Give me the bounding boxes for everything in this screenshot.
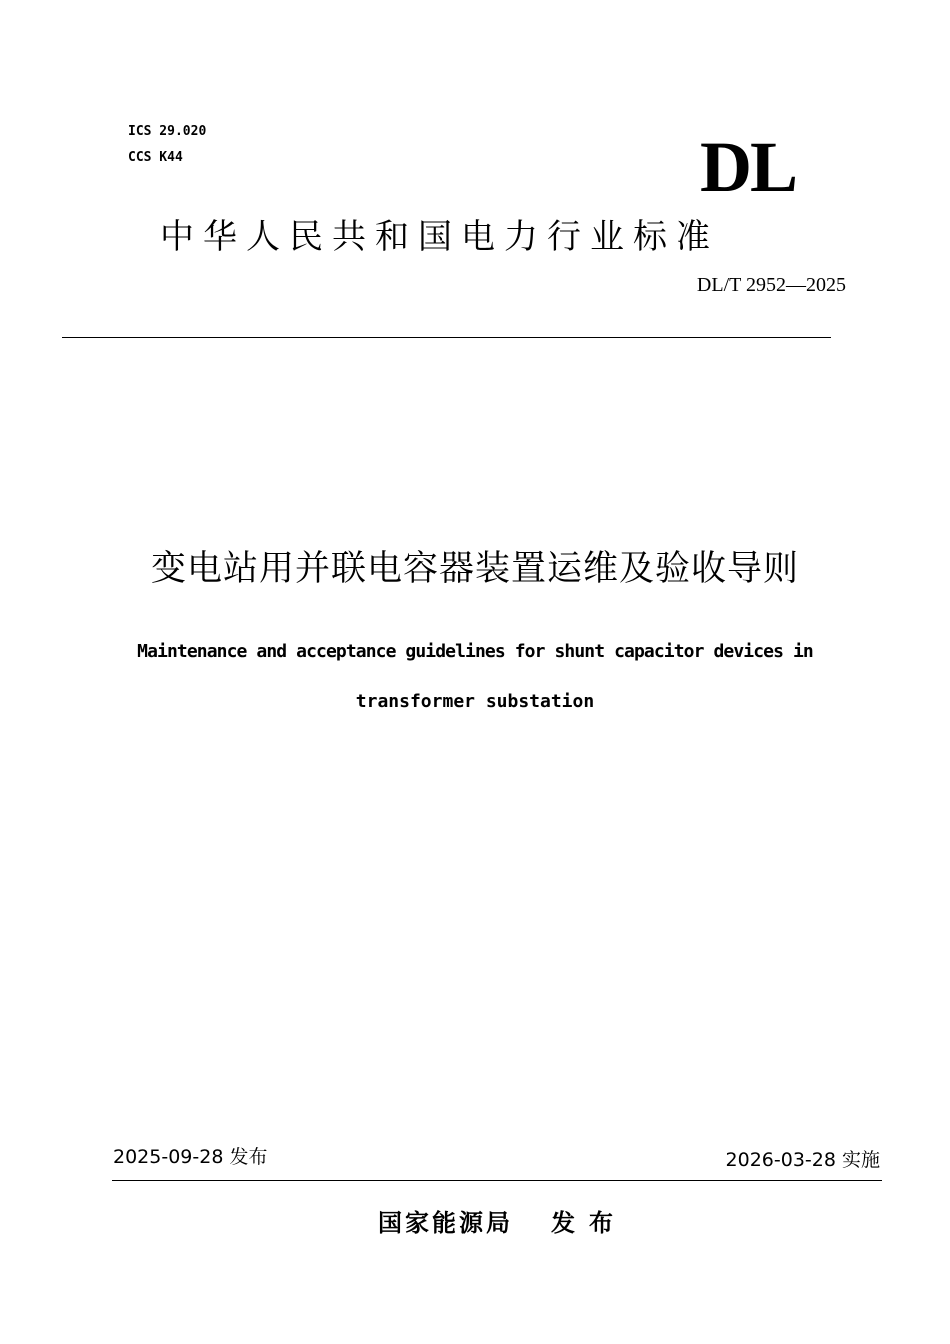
footer-divider	[112, 1180, 882, 1181]
standard-number: DL/T 2952—2025	[696, 274, 846, 296]
issue-date: 2025-09-28 发布	[113, 1146, 268, 1168]
standard-category-title: 中华人民共和国电力行业标准	[160, 217, 719, 257]
publisher-action: 发布	[551, 1209, 627, 1237]
ics-code: ICS 29.020	[128, 124, 207, 139]
effective-date: 2026-03-28 实施	[725, 1149, 880, 1171]
ccs-code: CCS K44	[128, 150, 183, 165]
dl-logo: DL	[700, 127, 797, 207]
document-title-chinese: 变电站用并联电容器装置运维及验收导则	[150, 549, 799, 589]
document-title-english-line2: transformer substation	[355, 691, 595, 712]
publisher-name: 国家能源局	[378, 1209, 513, 1237]
document-title-english-line1: Maintenance and acceptance guidelines for shunt capacitor devices in	[137, 641, 813, 662]
publisher	[378, 1206, 627, 1240]
header-divider	[62, 337, 831, 338]
